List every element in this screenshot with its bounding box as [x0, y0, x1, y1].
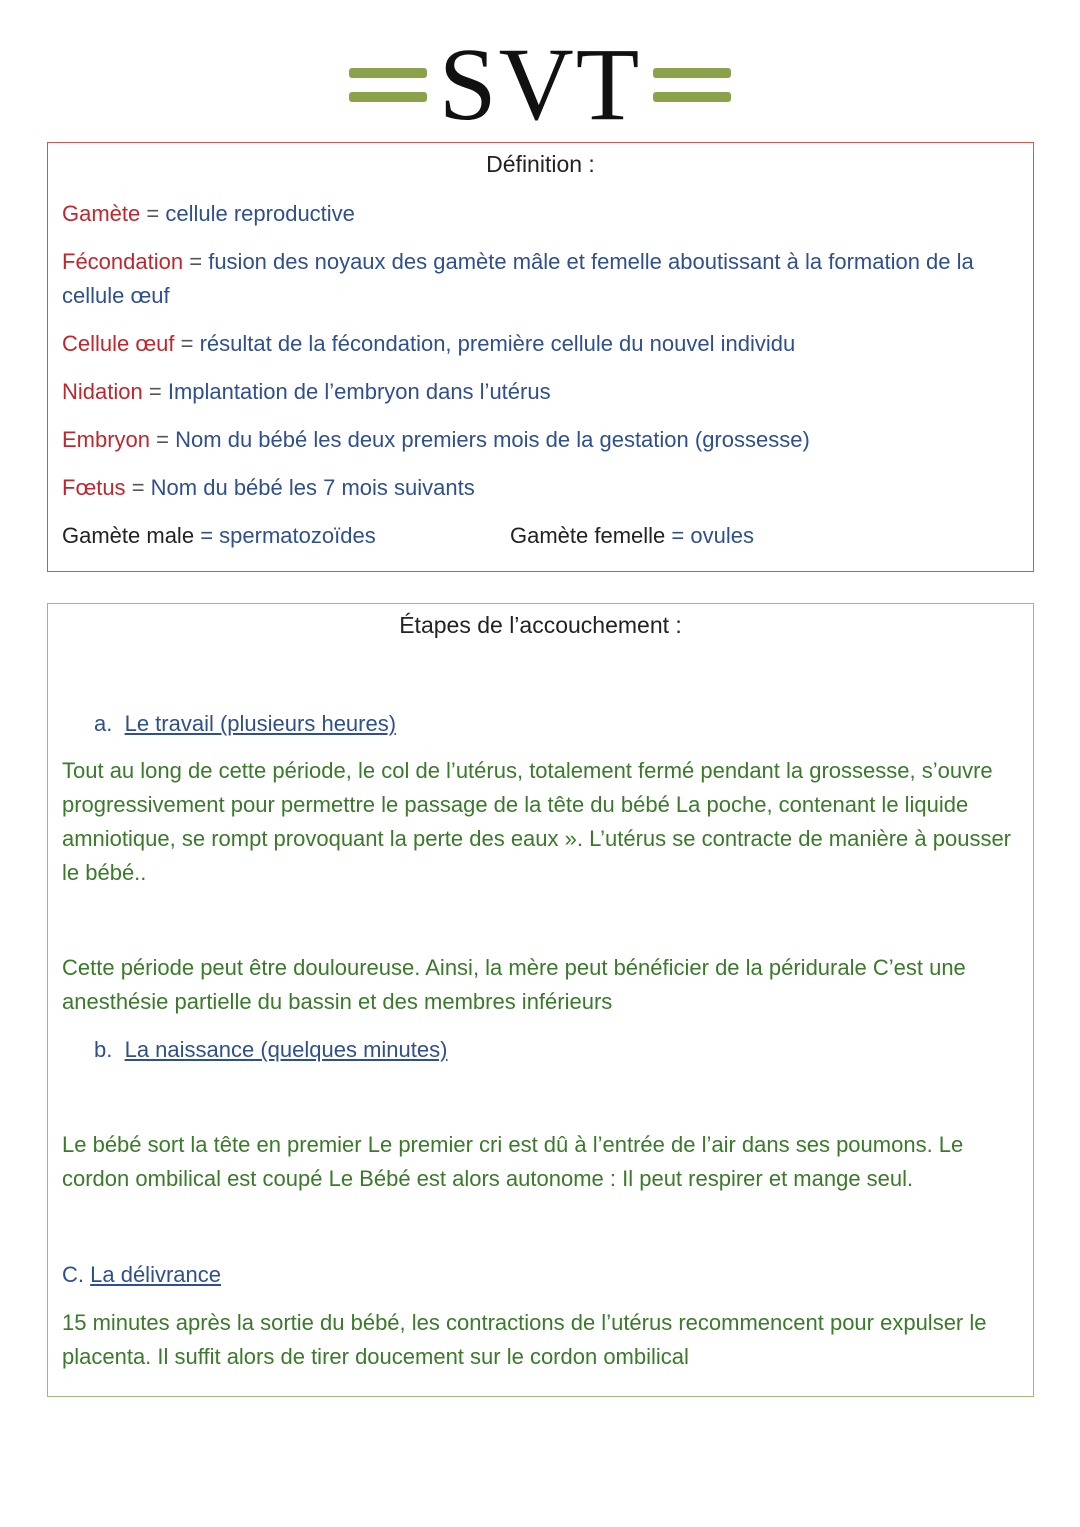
definitions-heading: Définition : — [486, 151, 595, 177]
definition-text: Nom du bébé les deux premiers mois de la gestation (grossesse) — [175, 427, 810, 452]
step-b-paragraph: Le bébé sort la tête en premier Le premier cri est dû à l’entrée de l’air dans ses poumons. Le cordon ombilical est coupé Le Bébé est alors autonome : Il peut respirer et mange seul. — [62, 1132, 964, 1191]
definition-text: Implantation de l’embryon dans l’utérus — [167, 379, 551, 404]
definition-term: Embryon — [62, 427, 151, 452]
step-c-heading — [62, 1258, 221, 1292]
definition-fecondation: Fécondation = fusion des noyaux des gamète mâle et femelle aboutissant à la formation de la cellule œuf — [62, 249, 974, 308]
definition-term: Fœtus — [62, 475, 126, 500]
page-header — [0, 27, 1080, 142]
definition-embryon: Embryon = Nom du bébé les deux premiers mois de la gestation (grossesse) — [62, 427, 810, 452]
definition-gamete: Gamète = cellule reproductive — [62, 201, 355, 226]
definition-text: spermatozoïdes — [219, 523, 376, 548]
definition-term: Gamète femelle — [510, 523, 666, 548]
definition-term: Nidation — [62, 379, 143, 404]
page-title: SVT — [438, 27, 642, 142]
step-b-heading — [94, 1033, 447, 1067]
definition-nidation: Nidation = Implantation de l’embryon dans l’utérus — [62, 379, 551, 404]
definition-term: Gamète — [62, 201, 141, 226]
step-marker: C. — [62, 1262, 84, 1287]
title-decoration-left — [349, 55, 427, 115]
definition-foetus: Fœtus = Nom du bébé les 7 mois suivants — [62, 475, 475, 500]
step-a-paragraph-1: Tout au long de cette période, le col de l’utérus, totalement fermé pendant la grossesse, s’ouvre progressivement pour permettre le passage de la tête du bébé La poche, contenant le liquide amniotique, se rompt provoquant la perte des eaux ». L’utérus se contracte de manière à pousser le bébé.. — [62, 758, 1012, 885]
definition-term: Gamète male — [62, 523, 195, 548]
definition-text: fusion des noyaux des gamète mâle et femelle aboutissant à la formation de la cellule œuf — [62, 249, 974, 308]
definition-text: cellule reproductive — [165, 201, 355, 226]
step-marker: b. — [94, 1037, 113, 1062]
step-a-heading — [94, 707, 396, 741]
step-a-paragraph-2: Cette période peut être douloureuse. Ainsi, la mère peut bénéficier de la péridurale C’est une anesthésie partielle du bassin et des membres inférieurs — [62, 955, 966, 1014]
definition-gamete-femelle: Gamète femelle = ovules — [510, 523, 754, 548]
title-decoration-right — [653, 55, 731, 115]
definition-gamete-male: Gamète male = spermatozoïdes — [62, 523, 376, 548]
step-title: La délivrance — [90, 1262, 221, 1287]
step-marker: a. — [94, 711, 113, 736]
definition-text: ovules — [690, 523, 754, 548]
step-title: Le travail (plusieurs heures) — [124, 711, 397, 736]
steps-heading: Étapes de l’accouchement : — [399, 612, 682, 638]
definition-term: Fécondation — [62, 249, 184, 274]
definitions-box — [47, 142, 1034, 572]
definition-cellule-oeuf: Cellule œuf = résultat de la fécondation, première cellule du nouvel individu — [62, 331, 796, 356]
definition-text: Nom du bébé les 7 mois suivants — [150, 475, 475, 500]
step-title: La naissance (quelques minutes) — [124, 1037, 448, 1062]
step-c-paragraph: 15 minutes après la sortie du bébé, les contractions de l’utérus recommencent pour expulser le placenta. Il suffit alors de tirer doucement sur le cordon ombilical — [62, 1310, 987, 1369]
definition-text: résultat de la fécondation, première cellule du nouvel individu — [199, 331, 796, 356]
definition-term: Cellule œuf — [62, 331, 175, 356]
birth-steps-box — [47, 603, 1034, 1397]
